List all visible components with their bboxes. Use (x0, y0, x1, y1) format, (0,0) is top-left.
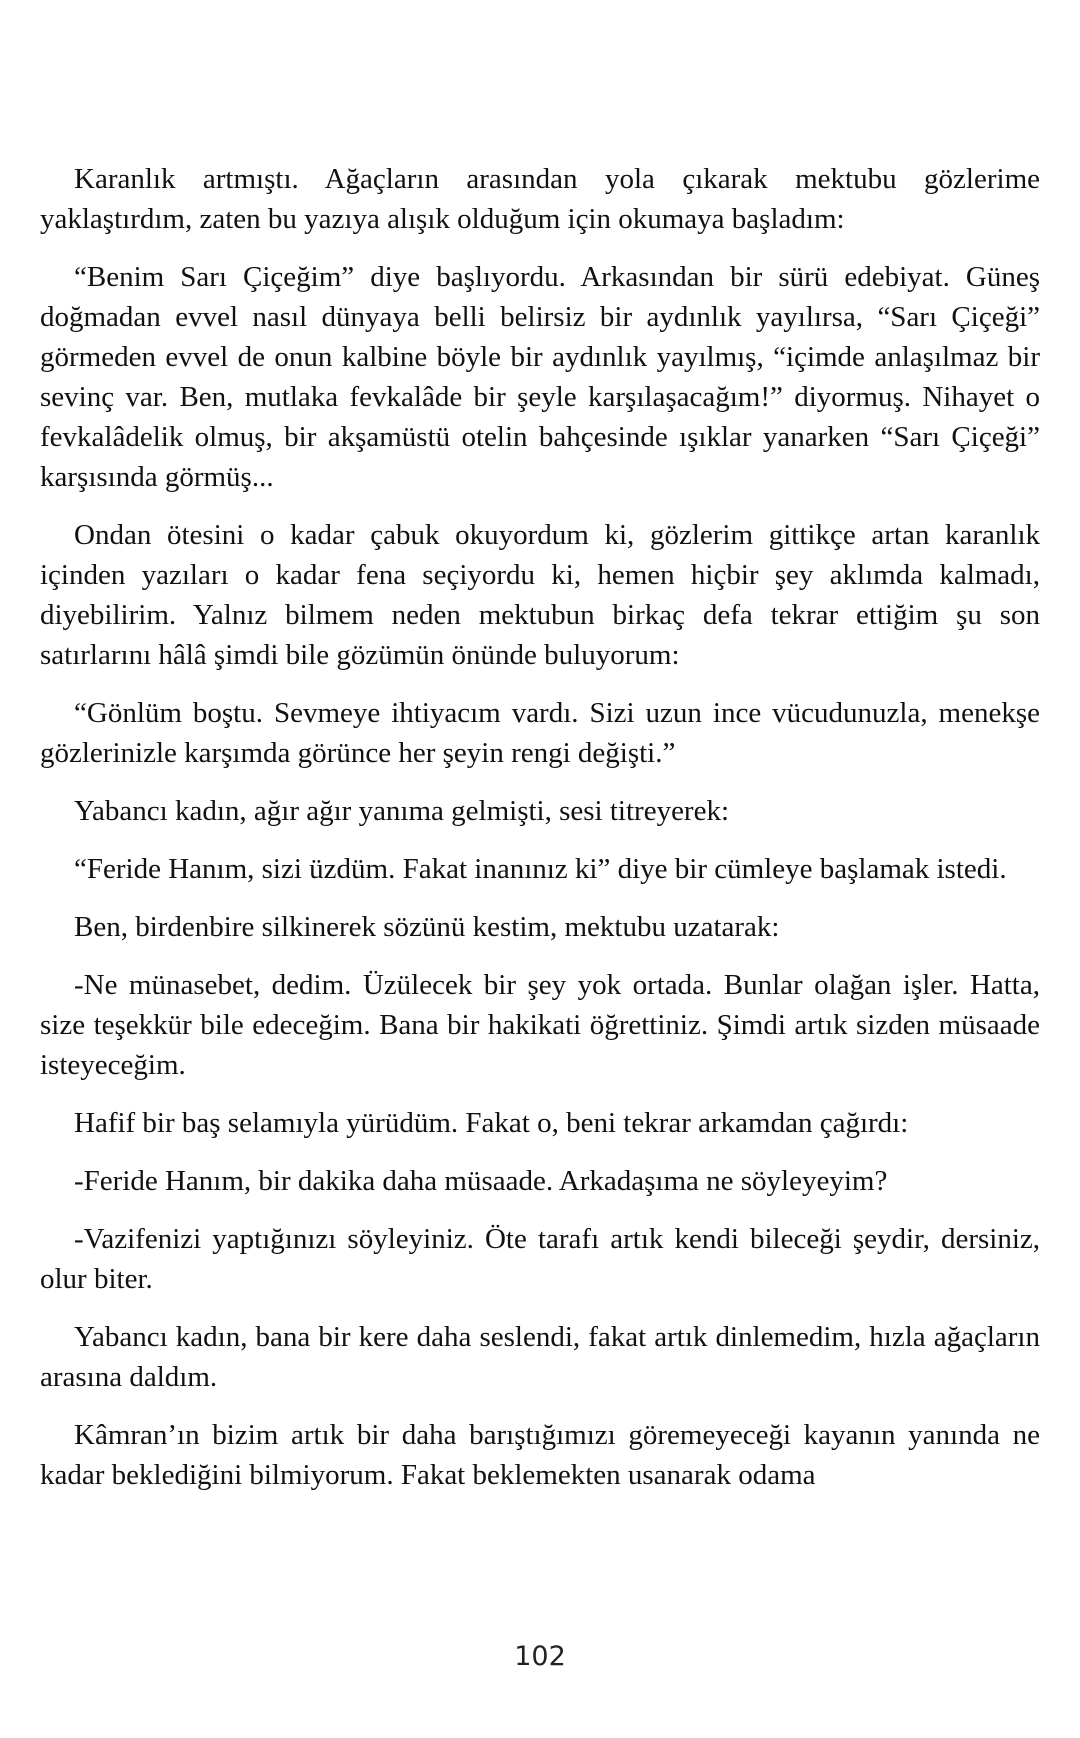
paragraph: Karanlık artmıştı. Ağaçların arasından yola çıkarak mektubu gözlerime yaklaştırdım, zaten bu yazıya alışık olduğum için okumaya başladım: (40, 163, 1040, 235)
paragraph: “Feride Hanım, sizi üzdüm. Fakat inanınız ki” diye bir cümleye başlamak istedi. (74, 853, 1007, 885)
paragraph: -Vazifenizi yaptığınızı söyleyiniz. Öte tarafı artık kendi bileceği şeydir, dersiniz, olur biter. (40, 1223, 1040, 1295)
paragraph: “Gönlüm boştu. Sevmeye ihtiyacım vardı. Sizi uzun ince vücudunuzla, menekşe gözlerinizle karşımda görünce her şeyin rengi değişti.” (40, 697, 1040, 769)
paragraph: -Ne münasebet, dedim. Üzülecek bir şey yok ortada. Bunlar olağan işler. Hatta, size teşekkür bile edeceğim. Bana bir hakikati öğrettiniz. Şimdi artık sizden müsaade isteyeceğim. (40, 969, 1040, 1081)
paragraph: Yabancı kadın, ağır ağır yanıma gelmişti, sesi titreyerek: (74, 795, 730, 827)
paragraph: Hafif bir baş selamıyla yürüdüm. Fakat o, beni tekrar arkamdan çağırdı: (74, 1107, 909, 1139)
page-body (40, 159, 1040, 1513)
paragraph: Ondan ötesini o kadar çabuk okuyordum ki, gözlerim gittikçe artan karanlık içinden yazıları o kadar fena seçiyordu ki, hemen hiçbir şey aklımda kalmadı, diyebilirim. Yalnız bilmem neden mektubun birkaç defa tekrar ettiğim şu son satırlarını hâlâ şimdi bile gözümün önünde buluyorum: (40, 519, 1040, 671)
paragraph: Yabancı kadın, bana bir kere daha seslendi, fakat artık dinlemedim, hızla ağaçların arasına daldım. (40, 1321, 1040, 1393)
paragraph: Kâmran’ın bizim artık bir daha barıştığımızı göremeyeceği kayanın yanında ne kadar beklediğini bilmiyorum. Fakat beklemekten usanarak odama (40, 1419, 1040, 1491)
paragraph: Ben, birdenbire silkinerek sözünü kestim, mektubu uzatarak: (74, 911, 780, 943)
page-number: 102 (514, 1641, 566, 1672)
paragraph: “Benim Sarı Çiçeğim” diye başlıyordu. Arkasından bir sürü edebiyat. Güneş doğmadan evvel nasıl dünyaya belli belirsiz bir aydınlık yayılırsa, “Sarı Çiçeği” görmeden evvel de onun kalbine böyle bir aydınlık yayılmış, “içimde anlaşılmaz bir sevinç var. Ben, mutlaka fevkalâde bir şeyle karşılaşacağım!” diyormuş. Nihayet o fevkalâdelik olmuş, bir akşamüstü otelin bahçesinde ışıklar yanarken “Sarı Çiçeği” karşısında görmüş... (40, 261, 1040, 493)
paragraph: -Feride Hanım, bir dakika daha müsaade. Arkadaşıma ne söyleyeyim? (74, 1165, 888, 1197)
